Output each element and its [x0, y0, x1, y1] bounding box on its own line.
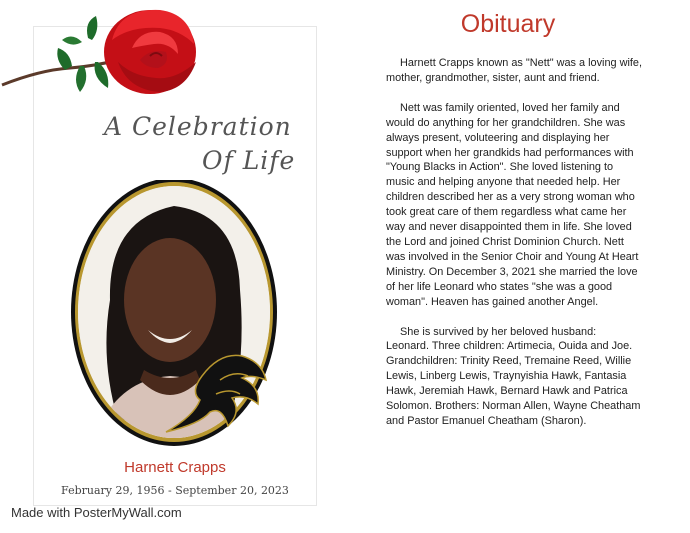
- obituary-paragraph: She is survived by her beloved husband: Leonard. Three children: Artimecia, Ouida and Joe. Grandchildren: Trinity Reed, Tremaine Reed, Willie Lewis, Linberg Lewis, Traynyishia Hawk, Fantasia Hawk, Jeremiah Hawk, Bernard Hawk and Patrica Solomon. Brothers: Norman Allen, Wayne Cheatham and Pastor Emanuel Cheatham (Sharon).: [386, 325, 641, 427]
- obituary-text: [386, 56, 642, 444]
- rose-decoration: [0, 0, 200, 115]
- postermywall-watermark[interactable]: Made with PosterMyWall.com: [11, 505, 182, 520]
- portrait-frame: [70, 180, 282, 452]
- obituary-paragraph: Harnett Crapps known as "Nett" was a loving wife, mother, grandmother, sister, aunt and friend.: [386, 57, 642, 84]
- heading-line-2: Of Life: [202, 146, 296, 175]
- life-dates: February 29, 1956 - September 20, 2023: [61, 484, 289, 497]
- obituary-title: Obituary: [460, 10, 556, 38]
- deceased-name: Harnett Crapps: [124, 459, 226, 476]
- heading-line-1: A Celebration: [104, 112, 292, 141]
- obituary-paragraph: Nett was family oriented, loved her family and would do anything for her grandchildren. She was always present, voluteering and displaying her support when her grandkids had performances with "Young Blacks in Action". She loved listening to music and helping anyone that needed help. Her children described her as a very strong woman who took great care of them regardless what came her way and never disappointed them in life. She loved the Lord and joined Christ Dominion Church. Nett was involved in the Senior Choir and Young At Heart Ministry. On December 3, 2021 she married the love of her life Leonard who states "she was a good woman". Heaven has gained another Angel.: [386, 101, 639, 308]
